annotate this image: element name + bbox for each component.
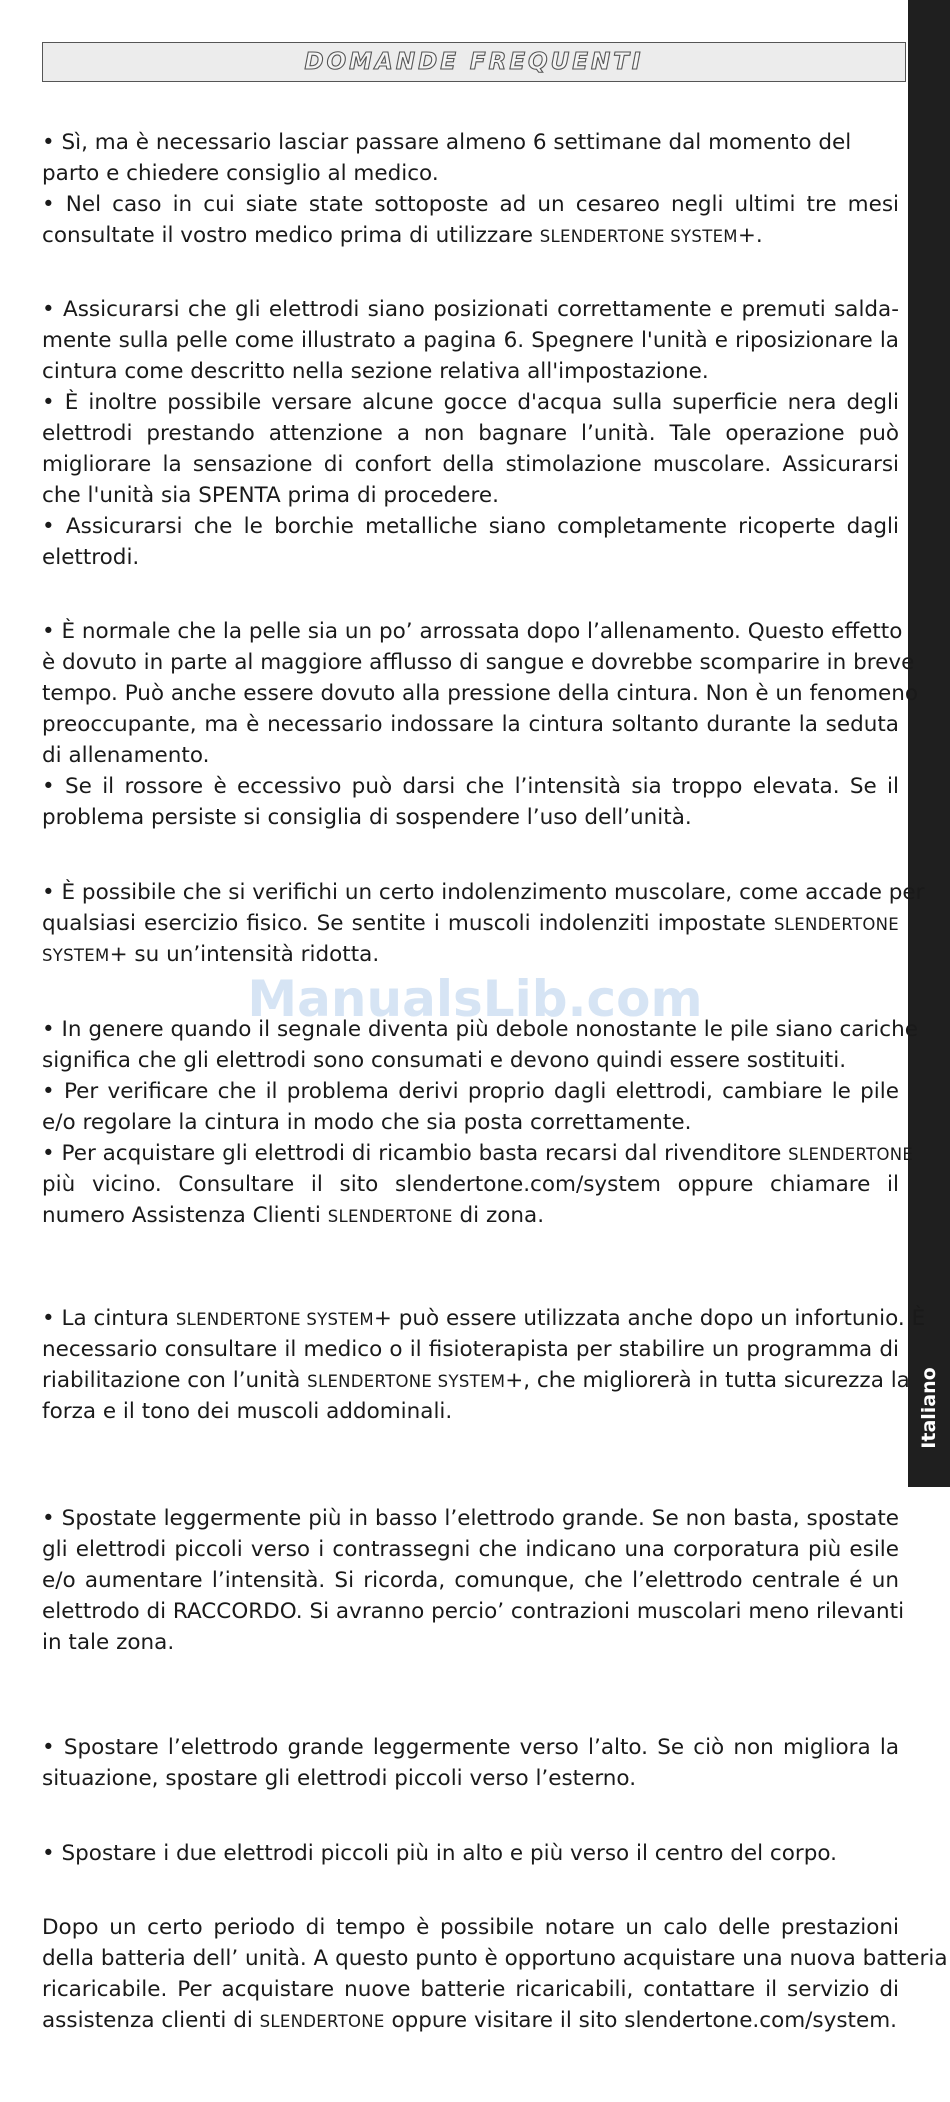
- text-line: [42, 356, 899, 387]
- text-segment: di allenamento.: [42, 743, 210, 768]
- text-line: [42, 1200, 899, 1231]
- text-line: [42, 449, 899, 480]
- text-segment: • Spostare l’elettrodo grande leggermente verso l’alto. Se ciò non migliora la: [42, 1735, 899, 1760]
- text-line: [42, 616, 903, 647]
- brand-name: SLENDERTONE SYSTEM: [175, 1310, 374, 1329]
- text-segment: consultate il vostro medico prima di utilizzare: [42, 223, 540, 248]
- text-line: [42, 1076, 899, 1107]
- text-segment: tempo. Può anche essere dovuto alla pressione della cintura. Non è un fenomeno: [42, 681, 919, 706]
- text-line: [42, 1014, 918, 1045]
- text-segment: • Sì, ma è necessario lasciar passare almeno 6 settimane dal momento del: [42, 130, 852, 155]
- text-segment: qualsiasi esercizio fisico. Se sentite i muscoli indolenziti impostate: [42, 911, 775, 936]
- text-line: [42, 511, 899, 542]
- text-segment: • Nel caso in cui siate state sottoposte ad un cesareo negli ultimi tre mesi: [42, 192, 899, 217]
- text-line: [42, 1503, 899, 1534]
- brand-name: SLENDERTONE: [259, 2012, 385, 2031]
- text-segment: +, che migliorerà in tutta sicurezza la: [505, 1368, 910, 1393]
- text-segment: + su un’intensità ridotta.: [109, 942, 380, 967]
- text-line: [42, 418, 899, 449]
- text-segment: mente sulla pelle come illustrato a pagina 6. Spegnere l'unità e riposizionare la: [42, 328, 899, 353]
- text-line: [42, 387, 899, 418]
- answer-block: [42, 127, 899, 251]
- text-segment: + può essere utilizzata anche dopo un infortunio. È: [373, 1306, 926, 1331]
- text-line: [42, 2005, 899, 2036]
- text-segment: della batteria dell’ unità. A questo punto è opportuno acquistare una nuova batteria: [42, 1946, 948, 1971]
- brand-name: SLENDERTONE: [788, 1145, 914, 1164]
- text-segment: preoccupante, ma è necessario indossare la cintura soltanto durante la seduta: [42, 712, 899, 737]
- text-line: [42, 127, 899, 158]
- header-box: [42, 42, 906, 82]
- text-line: [42, 1045, 899, 1076]
- text-segment: • Se il rossore è eccessivo può darsi che l’intensità sia troppo elevata. Se il: [42, 774, 899, 799]
- text-segment: assistenza clienti di: [42, 2008, 260, 2033]
- text-segment: cintura come descritto nella sezione relativa all'impostazione.: [42, 359, 709, 384]
- text-segment: parto e chiedere consiglio al medico.: [42, 161, 439, 186]
- text-line: [42, 189, 899, 220]
- language-tab-label: Italiano: [918, 1367, 940, 1449]
- text-segment: • Spostate leggermente più in basso l’elettrodo grande. Se non basta, spostate: [42, 1506, 899, 1531]
- text-segment: Dopo un certo periodo di tempo è possibile notare un calo delle prestazioni: [42, 1915, 899, 1940]
- text-segment: elettrodi.: [42, 545, 140, 570]
- page-title: DOMANDE FREQUENTI: [304, 49, 644, 75]
- brand-name: SLENDERTONE SYSTEM: [307, 1372, 506, 1391]
- text-line: [42, 1627, 899, 1658]
- text-segment: in tale zona.: [42, 1630, 175, 1655]
- text-segment: significa che gli elettrodi sono consumati e devono quindi essere sostituiti.: [42, 1048, 847, 1073]
- answer-block: [42, 1912, 948, 2036]
- answer-block: [42, 1503, 905, 1658]
- text-line: [42, 1334, 899, 1365]
- text-segment: • È possibile che si verifichi un certo indolenzimento muscolare, come accade per: [42, 880, 925, 905]
- text-segment: numero Assistenza Clienti: [42, 1203, 328, 1228]
- text-segment: • Spostare i due elettrodi piccoli più in alto e più verso il centro del corpo.: [42, 1841, 838, 1866]
- text-line: [42, 158, 899, 189]
- brand-name: SYSTEM: [42, 946, 110, 965]
- text-line: [42, 325, 899, 356]
- text-segment: • Assicurarsi che le borchie metalliche siano completamente ricoperte dagli: [42, 514, 899, 539]
- text-segment: • La cintura: [42, 1306, 176, 1331]
- text-line: [42, 1138, 914, 1169]
- text-line: [42, 1732, 899, 1763]
- text-line: [42, 1107, 899, 1138]
- text-line: [42, 1838, 899, 1869]
- text-line: [42, 1534, 899, 1565]
- answer-block: [42, 1014, 918, 1231]
- text-line: [42, 709, 899, 740]
- text-line: [42, 908, 899, 939]
- text-segment: e/o regolare la cintura in modo che sia posta correttamente.: [42, 1110, 692, 1135]
- answer-block: [42, 616, 919, 833]
- brand-name: SLENDERTONE: [327, 1207, 453, 1226]
- text-segment: è dovuto in parte al maggiore afflusso di sangue e dovrebbe scomparire in breve: [42, 650, 915, 675]
- answer-block: [42, 877, 925, 970]
- text-segment: migliorare la sensazione di confort della stimolazione muscolare. Assicurarsi: [42, 452, 899, 477]
- text-segment: +.: [737, 223, 763, 248]
- text-segment: • Assicurarsi che gli elettrodi siano posizionati correttamente e premuti salda-: [42, 297, 899, 322]
- text-line: [42, 1943, 948, 1974]
- text-segment: riabilitazione con l’unità: [42, 1368, 308, 1393]
- text-line: [42, 740, 899, 771]
- text-line: [42, 939, 899, 970]
- text-line: [42, 220, 899, 251]
- text-line: [42, 1396, 899, 1427]
- text-segment: • Per acquistare gli elettrodi di ricambio basta recarsi dal rivenditore: [42, 1141, 789, 1166]
- text-line: [42, 1169, 899, 1200]
- text-line: [42, 877, 925, 908]
- text-line: [42, 1365, 910, 1396]
- language-side-tab: [908, 0, 950, 1487]
- answer-block: [42, 1838, 899, 1869]
- text-line: [42, 802, 899, 833]
- text-segment: ricaricabile. Per acquistare nuove batterie ricaricabili, contattare il servizio di: [42, 1977, 899, 2002]
- text-line: [42, 1974, 899, 2005]
- text-line: [42, 542, 899, 573]
- answer-block: [42, 1732, 899, 1794]
- text-segment: • Per verificare che il problema derivi proprio dagli elettrodi, cambiare le pile: [42, 1079, 899, 1104]
- text-line: [42, 1303, 926, 1334]
- text-line: [42, 678, 919, 709]
- text-line: [42, 294, 899, 325]
- text-segment: situazione, spostare gli elettrodi piccoli verso l’esterno.: [42, 1766, 637, 1791]
- text-segment: gli elettrodi piccoli verso i contrassegni che indicano una corporatura più esile: [42, 1537, 899, 1562]
- text-segment: • È inoltre possibile versare alcune gocce d'acqua sulla superficie nera degli: [42, 390, 899, 415]
- text-segment: di zona.: [452, 1203, 545, 1228]
- answer-block: [42, 294, 899, 573]
- text-line: [42, 647, 915, 678]
- brand-name: SLENDERTONE: [774, 915, 899, 934]
- text-line: [42, 1912, 899, 1943]
- text-line: [42, 771, 899, 802]
- brand-name: SLENDERTONE SYSTEM: [539, 227, 738, 246]
- text-segment: che l'unità sia SPENTA prima di procedere.: [42, 483, 499, 508]
- text-segment: • È normale che la pelle sia un po’ arrossata dopo l’allenamento. Questo effetto: [42, 619, 903, 644]
- answer-block: [42, 1303, 926, 1427]
- text-segment: e/o aumentare l’intensità. Si ricorda, comunque, che l’elettrodo centrale é un: [42, 1568, 899, 1593]
- text-line: [42, 1565, 899, 1596]
- text-segment: elettrodo di RACCORDO. Si avranno percio’ contrazioni muscolari meno rilevanti: [42, 1599, 905, 1624]
- text-segment: • In genere quando il segnale diventa più debole nonostante le pile siano cariche: [42, 1017, 918, 1042]
- watermark-text: ManualsLib.com: [247, 970, 703, 1028]
- text-line: [42, 1763, 899, 1794]
- text-line: [42, 480, 899, 511]
- text-segment: problema persiste si consiglia di sospendere l’uso dell’unità.: [42, 805, 692, 830]
- text-line: [42, 1596, 905, 1627]
- text-segment: necessario consultare il medico o il fisioterapista per stabilire un programma di: [42, 1337, 899, 1362]
- text-segment: più vicino. Consultare il sito slendertone.com/system oppure chiamare il: [42, 1172, 899, 1197]
- text-segment: forza e il tono dei muscoli addominali.: [42, 1399, 453, 1424]
- text-segment: oppure visitare il sito slendertone.com/system.: [384, 2008, 897, 2033]
- text-segment: elettrodi prestando attenzione a non bagnare l’unità. Tale operazione può: [42, 421, 899, 446]
